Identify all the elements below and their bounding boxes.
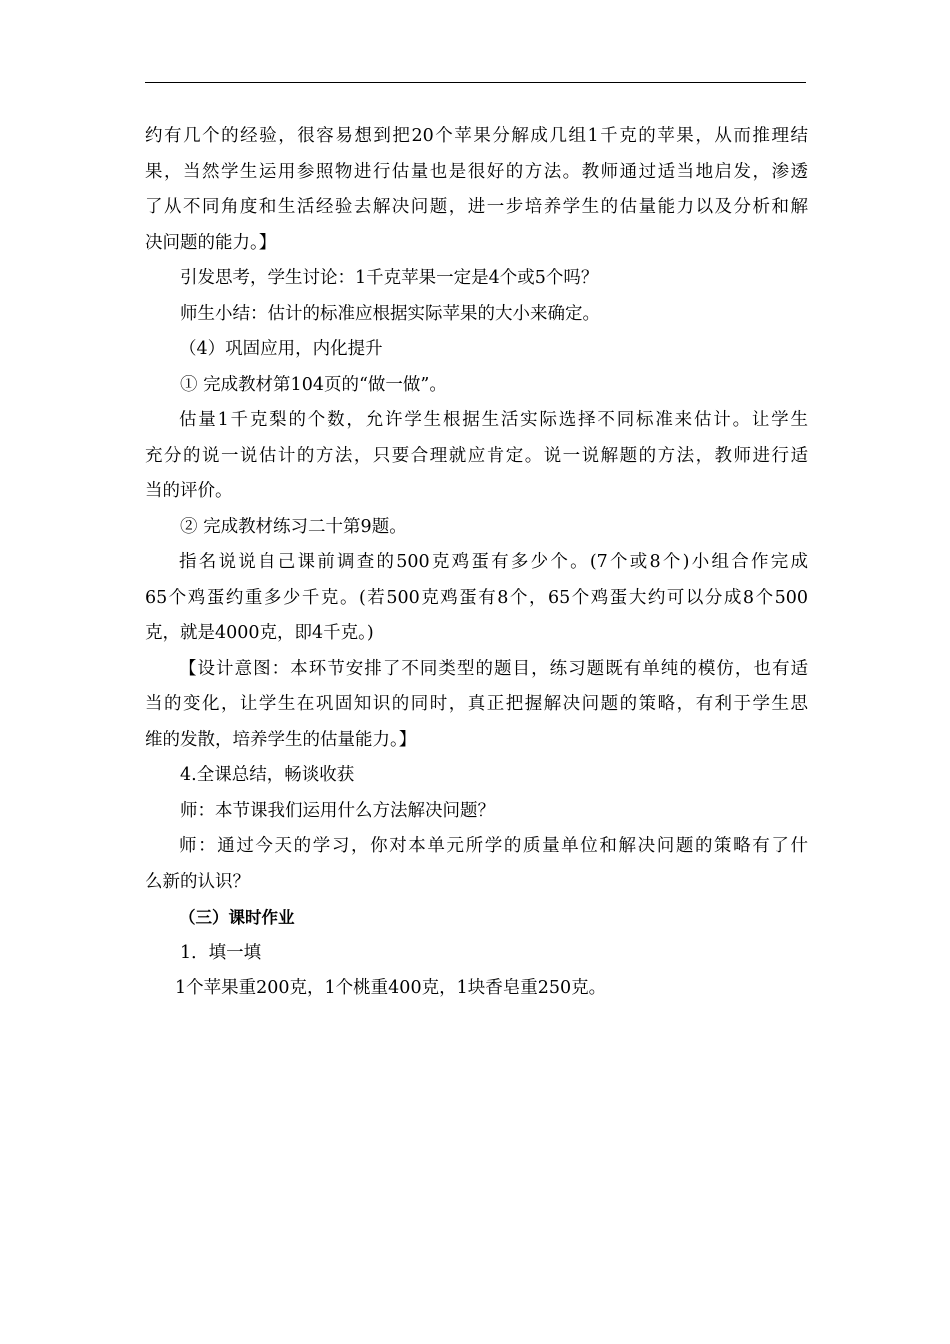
section-heading-summary: [145, 758, 808, 794]
header-rule: [145, 82, 806, 83]
text-line: 65个鸡蛋约重多少千克。(若500克鸡蛋有8个，65个鸡蛋大约可以分成8个500: [145, 587, 808, 608]
paragraph-task-2: [145, 510, 808, 546]
text-line: （三）课时作业: [179, 908, 295, 927]
text-line: 克，就是4000克，即4千克。): [145, 623, 374, 643]
text-line: 1个苹果重200克，1个桃重400克，1块香皂重250克。: [175, 978, 607, 998]
paragraph-task-1: [145, 368, 808, 404]
paragraph-discussion: [145, 261, 808, 297]
paragraph-design-intent-continued: [145, 119, 808, 261]
paragraph-teacher-question-1: [145, 794, 808, 830]
text-line: 维的发散，培养学生的估量能力。】: [145, 729, 417, 750]
paragraph-design-intent: [145, 652, 808, 759]
paragraph-summary: [145, 297, 808, 333]
document-body: [145, 119, 808, 1007]
text-line: 当的评价。: [145, 481, 233, 501]
paragraph-teacher-question-2: [145, 829, 808, 900]
text-line: 指名说说自己课前调查的500克鸡蛋有多少个。(7个或8个)小组合作完成: [179, 552, 808, 572]
text-line: 么新的认识？: [145, 871, 250, 892]
text-line: （4）巩固应用，内化提升: [179, 339, 383, 359]
text-line: 了从不同角度和生活经验去解决问题，进一步培养学生的估量能力以及分析和解: [145, 197, 808, 217]
text-line: 【设计意图：本环节安排了不同类型的题目，练习题既有单纯的模仿，也有适: [179, 658, 808, 679]
text-line: 师：通过今天的学习，你对本单元所学的质量单位和解决问题的策略有了什: [179, 836, 808, 856]
paragraph-weights: [145, 971, 808, 1007]
text-line: 约有几个的经验，很容易想到把20个苹果分解成几组1千克的苹果，从而推理结: [145, 126, 808, 146]
text-line: 果，当然学生运用参照物进行估量也是很好的方法。教师通过适当地启发，渗透: [145, 161, 808, 182]
text-line: ② 完成教材练习二十第9题。: [180, 516, 407, 537]
text-line: 师生小结：估计的标准应根据实际苹果的大小来确定。: [180, 303, 600, 324]
text-line: 1．填一填: [180, 942, 262, 963]
text-line: 当的变化，让学生在巩固知识的同时，真正把握解决问题的策略，有利于学生思: [145, 694, 808, 714]
text-line: 决问题的能力。】: [145, 232, 277, 253]
text-line: 引发思考，学生讨论：1千克苹果一定是4个或5个吗？: [180, 268, 599, 288]
text-line: ① 完成教材第104页的“做一做”。: [180, 374, 447, 395]
section-heading-homework: [145, 900, 808, 936]
paragraph-pear-estimate: [145, 403, 808, 510]
section-heading-consolidation: [145, 332, 808, 368]
text-line: 估量1千克梨的个数，允许学生根据生活实际选择不同标准来估计。让学生: [179, 410, 808, 430]
text-line: 4.全课总结，畅谈收获: [180, 765, 355, 785]
text-line: 充分的说一说估计的方法，只要合理就应肯定。说一说解题的方法，教师进行适: [145, 445, 808, 466]
paragraph-egg-survey: [145, 545, 808, 652]
paragraph-fill-in: [145, 936, 808, 972]
text-line: 师：本节课我们运用什么方法解决问题？: [180, 800, 495, 821]
